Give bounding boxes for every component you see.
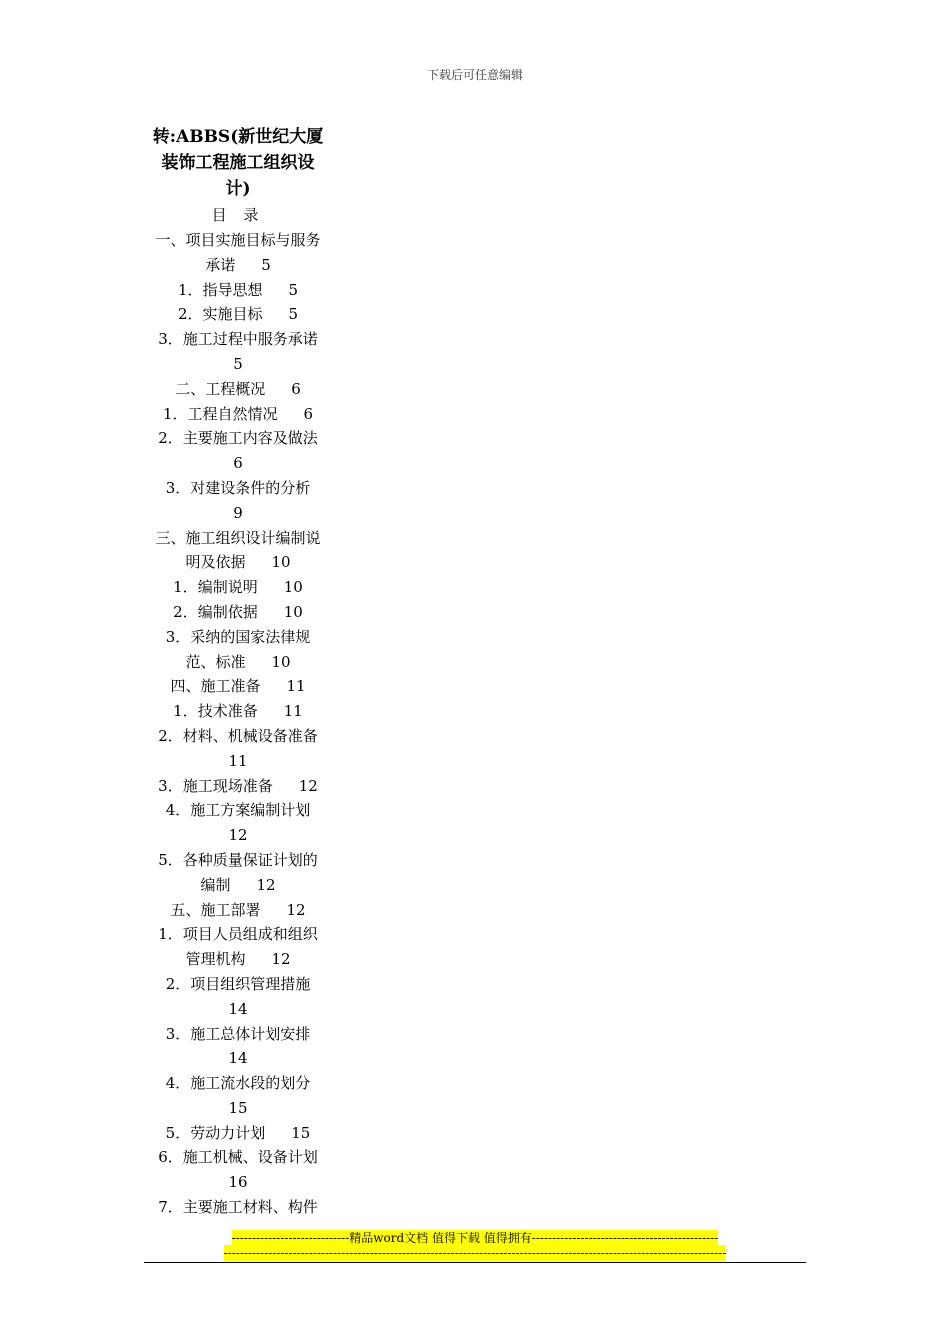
toc-entry-text: 3．采纳的国家法律规 [165,627,311,646]
toc-entry-text: 7．主要施工材料、构件 [158,1198,318,1217]
toc-entry-text: 承诺 [205,255,236,274]
toc-entry-page-line [140,823,336,848]
toc-entry-page-line [140,1096,336,1121]
toc-entry-line [140,278,336,303]
toc-page-number: 10 [271,553,291,572]
toc-entry-text: 二、工程概况 [175,379,266,398]
title-line: 转:ABBS(新世纪大厦 [152,127,324,147]
toc-entry-line [140,699,336,724]
toc-list [140,228,336,1220]
toc-page-number: 5 [288,305,299,324]
toc-entry[interactable] [140,278,336,303]
toc-entry-text: 三、施工组织设计编制说 [155,528,321,547]
toc-page-number: 5 [261,255,271,274]
toc-entry-page-line [140,1046,336,1071]
toc-entry[interactable] [140,798,336,848]
toc-entry[interactable] [140,327,336,377]
toc-entry[interactable] [140,476,336,526]
toc-entry[interactable] [140,426,336,476]
toc-entry-text: 五、施工部署 [170,900,261,919]
toc-entry[interactable] [140,898,336,923]
toc-entry-line [140,476,336,501]
toc-entry-text: 一、项目实施目标与服务 [155,231,321,249]
toc-entry[interactable] [140,1145,336,1195]
toc-entry-text: 2．主要施工内容及做法 [158,429,318,448]
toc-page-number: 12 [228,826,248,845]
toc-page-number: 10 [283,578,303,597]
toc-page-number: 5 [233,354,243,373]
toc-entry[interactable] [140,377,336,402]
toc-entry-line [140,1145,336,1170]
toc-entry-page-line [140,997,336,1022]
toc-entry[interactable] [140,674,336,699]
toc-entry-line [140,327,336,352]
title-line: 装饰工程施工组织设 [161,153,315,173]
toc-entry-line [140,873,336,898]
toc-page-number: 9 [233,503,243,522]
toc-entry-line [140,377,336,402]
toc-entry-line [140,625,336,650]
toc-entry-line [140,972,336,997]
toc-entry-text: 1．项目人员组成和组织 [158,925,318,944]
toc-entry-text: 四、施工准备 [170,677,261,696]
toc-entry-page-line [140,451,336,476]
toc-column [140,124,336,1220]
toc-entry-text: 2．实施目标 [177,305,263,324]
toc-entry-text: 2．编制依据 [173,602,258,621]
toc-entry[interactable] [140,1022,336,1072]
toc-page-number: 11 [286,677,306,696]
toc-entry-text: 1．编制说明 [173,578,258,597]
toc-entry-line [140,1071,336,1096]
toc-entry-line [140,575,336,600]
footer-banner-text: -----------------------------精品word文档 值得下载 值得拥有---------------------------------------------- [231,1231,719,1245]
toc-entry[interactable] [140,922,336,972]
document-title [140,124,336,202]
footer-banner-line1 [0,1229,950,1246]
toc-entry-text: 2．材料、机械设备准备 [158,726,318,745]
toc-entry[interactable] [140,526,336,576]
toc-entry-text: 6．施工机械、设备计划 [158,1148,318,1167]
toc-entry-line [140,724,336,749]
toc-page-number: 11 [228,751,248,770]
toc-entry-line [140,550,336,575]
toc-entry-text: 管理机构 [185,950,246,969]
toc-entry-line [140,947,336,972]
toc-page-number: 6 [291,379,301,398]
toc-entry-text: 1．指导思想 [177,280,263,299]
toc-entry-line [140,526,336,551]
toc-entry-line [140,402,336,427]
toc-entry[interactable] [140,972,336,1022]
toc-entry-line [140,798,336,823]
toc-entry-line [140,922,336,947]
toc-entry-page-line [140,1170,336,1195]
toc-entry-text: 4．施工方案编制计划 [165,801,311,820]
toc-entry-text: 编制 [200,875,231,894]
toc-entry[interactable] [140,302,336,327]
toc-entry-line [140,898,336,923]
toc-page-number: 10 [271,652,291,671]
toc-entry[interactable] [140,575,336,600]
header-note: 下载后可任意编辑 [426,68,523,82]
toc-page-number: 11 [283,702,303,721]
toc-heading: 目 录 [211,206,265,224]
toc-entry-text: 5．劳动力计划 [165,1123,266,1142]
toc-entry[interactable] [140,402,336,427]
toc-entry-line [140,426,336,451]
toc-page-number: 12 [271,950,291,969]
toc-entry-line [140,228,336,253]
toc-entry-page-line [140,352,336,377]
toc-entry-text: 1．工程自然情况 [162,404,278,423]
toc-entry[interactable] [140,1121,336,1146]
toc-entry-text: 3．施工总体计划安排 [165,1024,311,1043]
toc-page-number: 12 [286,900,306,919]
toc-entry-line [140,848,336,873]
toc-page-number: 12 [298,776,318,795]
toc-entry[interactable] [140,600,336,625]
toc-page-number: 6 [303,404,314,423]
toc-entry[interactable] [140,625,336,675]
toc-entry-text: 1．技术准备 [173,702,258,721]
toc-page-number: 10 [283,602,303,621]
toc-page-number: 5 [288,280,299,299]
toc-entry-line [140,674,336,699]
toc-entry-text: 3．施工过程中服务承诺 [158,330,318,349]
toc-entry-line [140,253,336,278]
toc-page-number: 15 [228,1098,248,1117]
toc-page-number: 12 [256,875,276,894]
toc-entry-line [140,1022,336,1047]
toc-entry-line [140,1195,336,1220]
toc-entry[interactable] [140,848,336,898]
toc-page-number: 16 [228,1173,248,1192]
toc-entry[interactable] [140,774,336,799]
toc-entry-text: 范、标准 [185,652,246,671]
toc-entry[interactable] [140,1071,336,1121]
toc-entry-line [140,650,336,675]
toc-entry-text: 3．施工现场准备 [158,776,273,795]
toc-entry-line [140,600,336,625]
toc-entry-text: 3．对建设条件的分析 [165,478,311,497]
toc-page-number: 6 [233,454,243,473]
toc-entry-page-line [140,501,336,526]
footer-banner-dashes: ---------------------------------------------------------------------------------------------------------------------------- [223,1246,727,1260]
toc-entry[interactable] [140,1195,336,1220]
footer-rule [144,1262,806,1263]
toc-page-number: 15 [291,1123,311,1142]
toc-entry[interactable] [140,228,336,278]
toc-entry-line [140,774,336,799]
toc-page-number: 14 [228,1049,248,1068]
toc-entry-page-line [140,749,336,774]
toc-page-number: 14 [228,999,248,1018]
toc-entry-line [140,302,336,327]
title-line: 计) [225,179,251,199]
toc-entry-text: 4．施工流水段的划分 [165,1074,311,1093]
toc-entry-text: 5．各种质量保证计划的 [158,850,318,869]
toc-entry[interactable] [140,699,336,724]
toc-entry-text: 2．项目组织管理措施 [165,974,311,993]
toc-entry-line [140,1121,336,1146]
footer-banner-line2 [0,1246,950,1260]
toc-entry-text: 明及依据 [185,553,246,572]
toc-entry[interactable] [140,724,336,774]
